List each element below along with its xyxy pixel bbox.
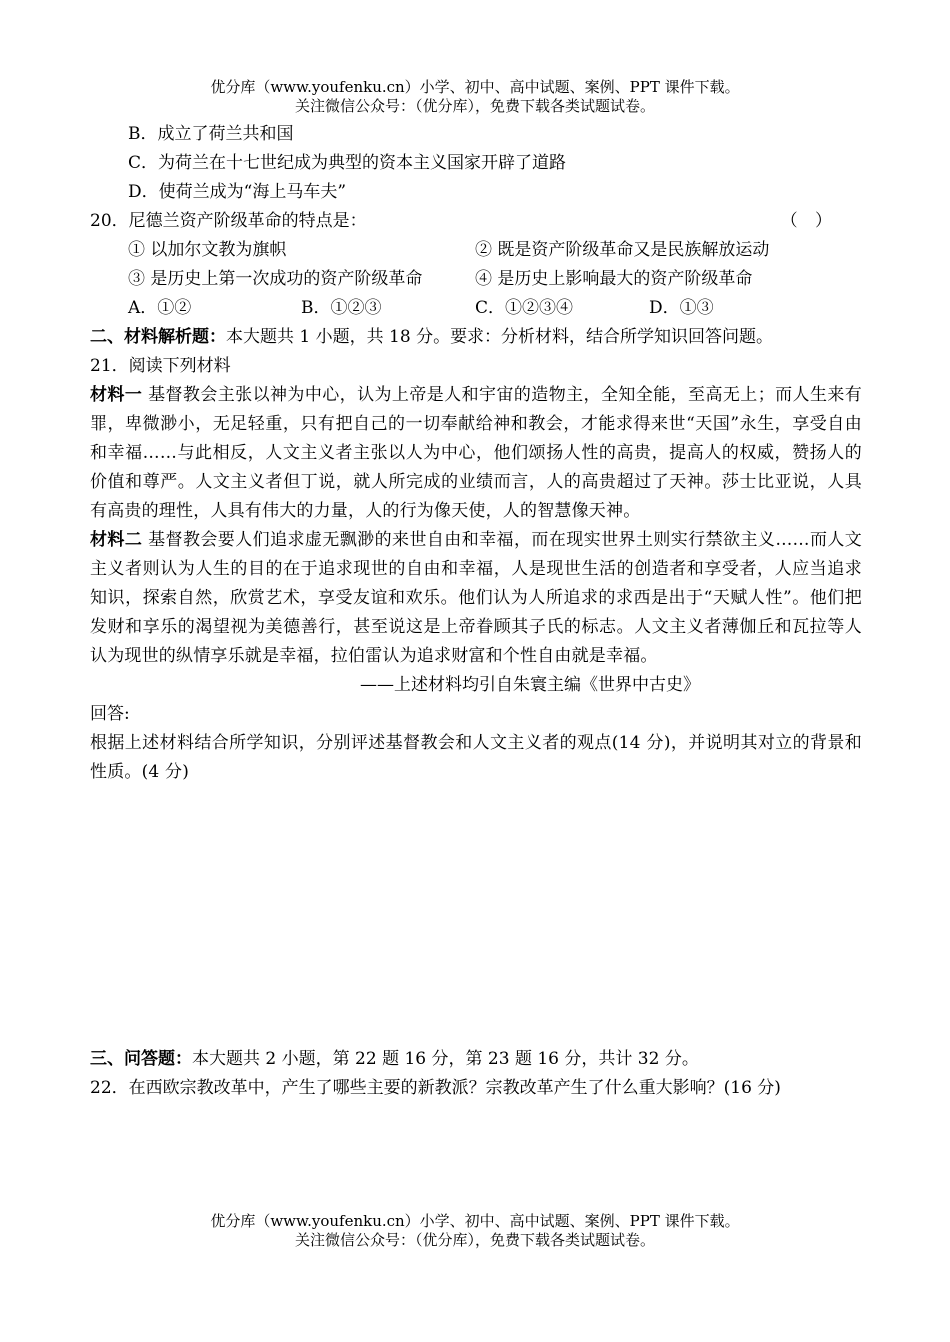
header-line-2: 关注微信公众号：（优分库），免费下载各类试题试卷。	[294, 97, 655, 115]
page-footer	[0, 1212, 950, 1250]
footer-line-1: 优分库（www.youfenku.cn）小学、初中、高中试题、案例、PPT 课件下载。	[210, 1212, 740, 1230]
q19-option-b: B．成立了荷兰共和国	[128, 124, 294, 144]
q21-stem: 21．阅读下列材料	[90, 356, 231, 376]
footer-line-2: 关注微信公众号：（优分库），免费下载各类试题试卷。	[294, 1231, 655, 1249]
material-2-text: 基督教会要人们追求虚无飘渺的来世自由和幸福，而在现实世界土则实行禁欲主义……而人文主义者则认为人生的目的在于追求现世的自由和幸福，人是现世生活的创造者和享受者，人应当追求知识，探索自然，欣赏艺术，享受友谊和欢乐。他们认为人所追求的求西是出于“天赋人性”。他们把发财和享乐的渴望视为美德善行，甚至说这是上帝眷顾其子氏的标志。人文主义者薄伽丘和瓦拉等人认为现世的纵情享乐就是幸福，拉伯雷认为追求财富和个性自由就是幸福。	[90, 530, 862, 666]
q20-statements-row-2	[90, 265, 862, 294]
section2-title: 二、材料解析题：	[90, 327, 226, 347]
material-1-label: 材料一	[90, 385, 143, 405]
q19-option-c: C．为荷兰在十七世纪成为典型的资本主义国家开辟了道路	[128, 153, 567, 173]
section2-desc: 本大题共 1 小题，共 18 分。要求：分析材料，结合所学知识回答问题。	[226, 327, 774, 347]
page-header	[0, 78, 950, 116]
section3-title: 三、问答题：	[90, 1049, 192, 1069]
header-line-1: 优分库（www.youfenku.cn）小学、初中、高中试题、案例、PPT 课件下载。	[210, 78, 740, 96]
q20-statements-row-1	[90, 236, 862, 265]
q19-option-d: D．使荷兰成为“海上马车夫”	[128, 182, 347, 202]
q20-statement-3: ③ 是历史上第一次成功的资产阶级革命	[128, 269, 423, 289]
exam-content	[90, 120, 862, 1103]
section3-desc: 本大题共 2 小题，第 22 题 16 分，第 23 题 16 分，共计 32 分。	[192, 1049, 699, 1069]
q20-option-d: D．①③	[649, 298, 714, 318]
material-1	[90, 381, 862, 526]
q20-stem-row	[90, 207, 862, 236]
material-1-text: 基督教会主张以神为中心，认为上帝是人和宇宙的造物主，全知全能，至高无上；而人生来有罪，卑微渺小，无足轻重，只有把自己的一切奉献给神和教会，才能求得来世“天国”永生，享受自由和幸福……与此相反，人文主义者主张以人为中心，他们颂扬人性的高贵，提高人的权威，赞扬人的价值和尊严。人文主义者但丁说，就人所完成的业绩而言，人的高贵超过了天神。莎士比亚说，人具有高贵的理性，人具有伟大的力量，人的行为像天使，人的智慧像天神。	[90, 385, 862, 521]
q20-answer-paren: （ ）	[780, 211, 838, 231]
q20-stem: 20．尼德兰资产阶级革命的特点是：	[90, 211, 367, 231]
q20-option-b: B．①②③	[301, 298, 382, 318]
material-source: ——上述材料均引自朱寰主编《世界中古史》	[360, 675, 700, 695]
q20-option-a: A．①②	[128, 298, 192, 318]
q20-options-row	[90, 294, 862, 323]
section3-heading	[90, 1045, 862, 1074]
material-2	[90, 526, 862, 671]
q20-statement-1: ① 以加尔文教为旗帜	[128, 240, 287, 260]
q20-statement-4: ④ 是历史上影响最大的资产阶级革命	[475, 269, 753, 289]
material-2-label: 材料二	[90, 530, 143, 550]
q22-stem: 22．在西欧宗教改革中，产生了哪些主要的新教派？宗教改革产生了什么重大影响？(16 分)	[90, 1078, 781, 1098]
section2-heading	[90, 323, 862, 352]
answer-prompt: 根据上述材料结合所学知识，分别评述基督教会和人文主义者的观点(14 分)，并说明其对立的背景和性质。(4 分)	[90, 733, 862, 782]
q20-statement-2: ② 既是资产阶级革命又是民族解放运动	[475, 240, 770, 260]
q20-option-c: C．①②③④	[475, 298, 574, 318]
answer-space[interactable]	[90, 787, 862, 1045]
answer-label: 回答:	[90, 704, 130, 724]
